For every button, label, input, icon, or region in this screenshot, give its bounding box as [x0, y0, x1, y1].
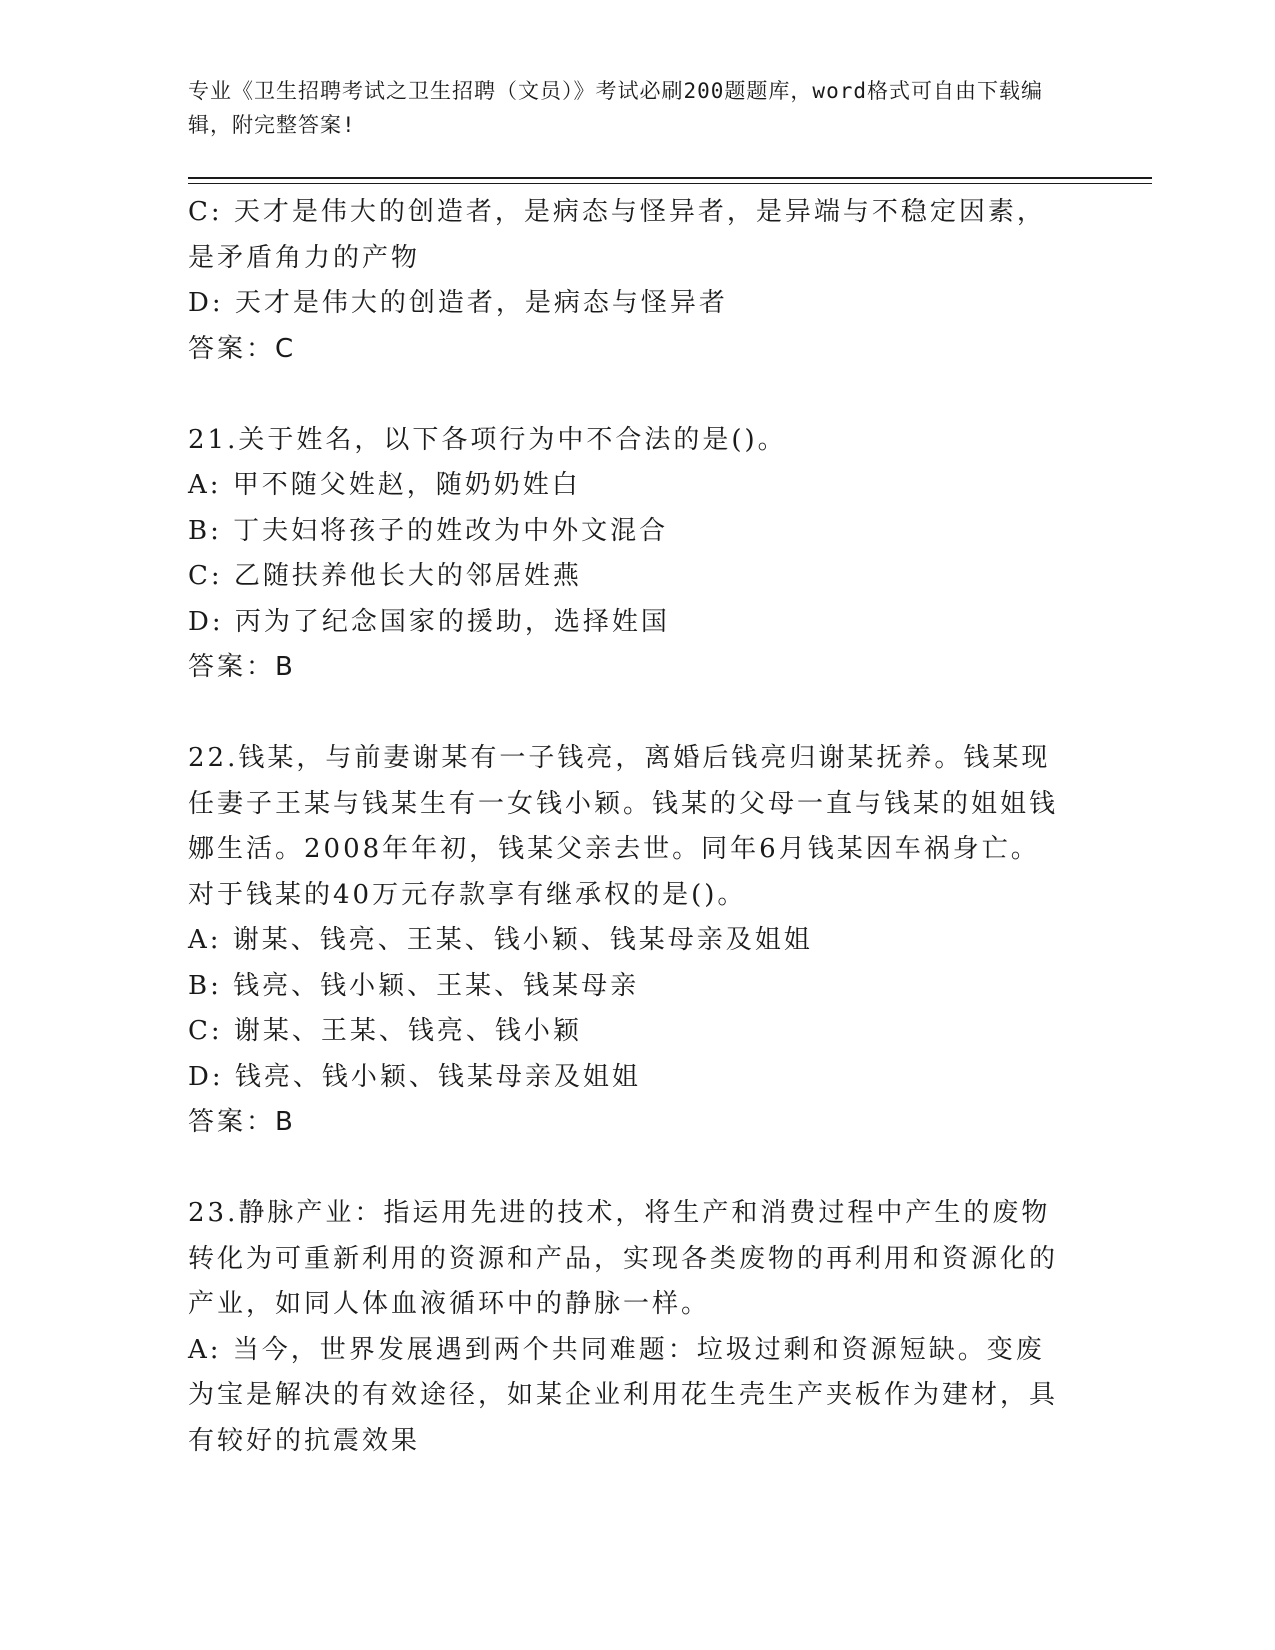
answer-line: 答案：B — [188, 652, 296, 682]
spacer — [188, 1146, 1068, 1192]
option-d: D: 天才是伟大的创造者，是病态与怪异者 — [188, 288, 728, 318]
question-block — [188, 1191, 1068, 1464]
header-divider-thick — [188, 177, 1152, 179]
question-block — [188, 418, 1068, 691]
option-a: A: 当今，世界发展遇到两个共同难题：垃圾过剩和资源短缺。变废为宝是解决的有效途径，如某企业利用花生壳生产夹板作为建材，具有较好的抗震效果 — [188, 1334, 1059, 1456]
option-c: C: 乙随扶养他长大的邻居姓燕 — [188, 561, 582, 591]
question-stem: 21.关于姓名，以下各项行为中不合法的是()。 — [188, 424, 787, 455]
question-content — [188, 190, 1068, 1464]
header-divider-thin — [188, 183, 1152, 184]
option-c: C: 谢某、王某、钱亮、钱小颖 — [188, 1016, 582, 1046]
option-d: D: 丙为了纪念国家的援助，选择姓国 — [188, 606, 670, 637]
question-stem: 23.静脉产业：指运用先进的技术，将生产和消费过程中产生的废物转化为可重新利用的资源和产品，实现各类废物的再利用和资源化的产业，如同人体血液循环中的静脉一样。 — [188, 1198, 1059, 1319]
spacer — [188, 691, 1068, 737]
answer-line: 答案：C — [188, 333, 297, 364]
spacer — [188, 372, 1068, 418]
option-b: B: 钱亮、钱小颖、王某、钱某母亲 — [188, 970, 640, 1001]
option-c: C: 天才是伟大的创造者，是病态与怪异者，是异端与不稳定因素，是矛盾角力的产物 — [188, 197, 1046, 273]
page-header-title: 专业《卫生招聘考试之卫生招聘（文员）》考试必刷200题题库，word格式可自由下载编辑，附完整答案! — [188, 79, 1043, 137]
option-d: D: 钱亮、钱小颖、钱某母亲及姐姐 — [188, 1061, 641, 1092]
question-stem: 22.钱某，与前妻谢某有一子钱亮，离婚后钱亮归谢某抚养。钱某现任妻子王某与钱某生有一女钱小颖。钱某的父母一直与钱某的姐姐钱娜生活。2008年年初，钱某父亲去世。同年6月钱某因车祸身亡。对于钱某的40万元存款享有继承权的是()。 — [188, 743, 1059, 910]
option-b: B: 丁夫妇将孩子的姓改为中外文混合 — [188, 515, 669, 546]
option-a: A: 甲不随父姓赵，随奶奶姓白 — [188, 470, 581, 500]
answer-line: 答案：B — [188, 1107, 296, 1137]
question-block — [188, 736, 1068, 1146]
option-a: A: 谢某、钱亮、王某、钱小颖、钱某母亲及姐姐 — [188, 925, 813, 955]
